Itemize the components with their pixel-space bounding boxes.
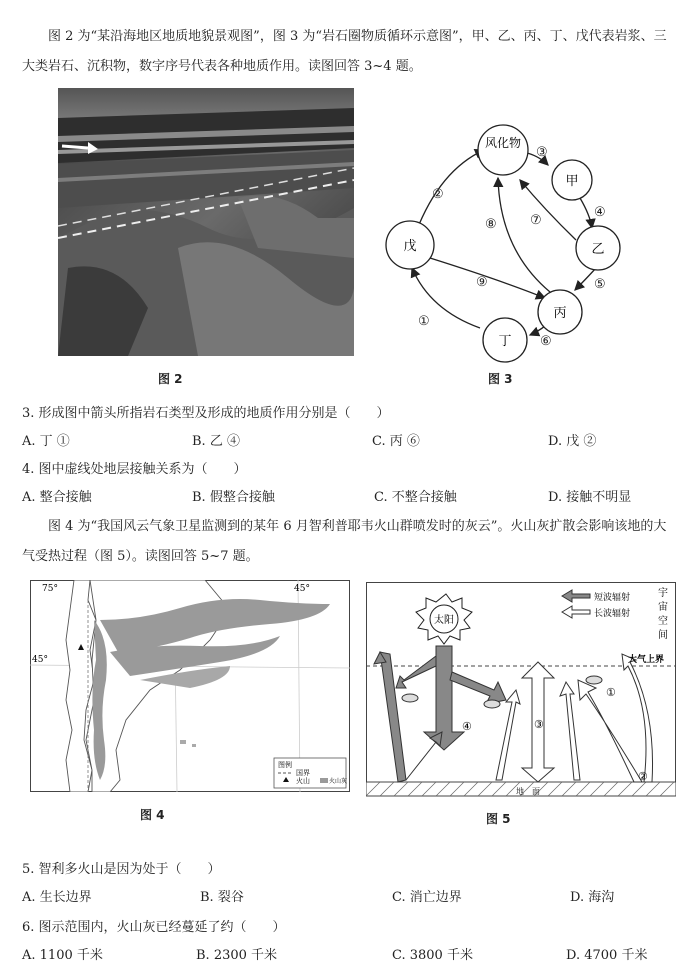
node-wu bbox=[386, 221, 434, 269]
q6-option-c[interactable]: C. 3800 千米 bbox=[392, 948, 473, 963]
q3-option-c[interactable]: C. 丙 ⑥ bbox=[372, 434, 420, 449]
lon-label-75: 75° bbox=[42, 584, 58, 594]
svg-text:火山灰: 火山灰 bbox=[329, 778, 348, 785]
node-weathering bbox=[478, 125, 528, 175]
label-4: ④ bbox=[462, 720, 472, 733]
space-label-2: 宙 bbox=[658, 602, 668, 613]
q4-stem: 4. 图中虚线处地层接触关系为（ ） bbox=[22, 462, 247, 477]
q5-option-c[interactable]: C. 消亡边界 bbox=[392, 890, 462, 905]
q5-option-a[interactable]: A. 生长边界 bbox=[22, 890, 92, 905]
space-label-3: 空 bbox=[658, 616, 668, 627]
q4-option-a[interactable]: A. 整合接触 bbox=[22, 490, 92, 505]
q3-option-b[interactable]: B. 乙 ④ bbox=[192, 434, 240, 449]
svg-text:④: ④ bbox=[594, 205, 606, 220]
svg-text:戊: 戊 bbox=[403, 239, 417, 254]
lon-label-45: 45° bbox=[294, 584, 310, 594]
q3-stem: 3. 形成图中箭头所指岩石类型及形成的地质作用分别是（ ） bbox=[22, 406, 390, 421]
fig4-caption: 图 4 bbox=[140, 808, 165, 822]
q6-option-b[interactable]: B. 2300 千米 bbox=[196, 948, 278, 963]
node-bing bbox=[538, 290, 582, 334]
svg-text:短波辐射: 短波辐射 bbox=[594, 593, 631, 603]
node-jia bbox=[552, 160, 592, 200]
q6-stem: 6. 图示范围内，火山灰已经蔓延了约（ ） bbox=[22, 920, 286, 935]
atmosphere-heating-diagram bbox=[366, 582, 676, 798]
node-ding bbox=[483, 318, 527, 362]
q4-option-b[interactable]: B. 假整合接触 bbox=[192, 490, 275, 505]
svg-text:乙: 乙 bbox=[591, 242, 605, 257]
q5-option-b[interactable]: B. 裂谷 bbox=[200, 890, 244, 905]
q5-stem: 5. 智利多火山是因为处于（ ） bbox=[22, 862, 221, 877]
label-3: ③ bbox=[534, 718, 544, 731]
svg-text:③: ③ bbox=[536, 145, 548, 160]
q6-option-d[interactable]: D. 4700 千米 bbox=[566, 948, 648, 963]
svg-text:长波辐射: 长波辐射 bbox=[594, 609, 631, 619]
svg-text:丙: 丙 bbox=[553, 306, 567, 321]
q4-option-d[interactable]: D. 接触不明显 bbox=[548, 490, 632, 505]
fig3-caption: 图 3 bbox=[488, 372, 513, 386]
fig2-caption: 图 2 bbox=[158, 372, 183, 386]
svg-text:①: ① bbox=[418, 314, 430, 329]
svg-text:国界: 国界 bbox=[296, 769, 310, 777]
svg-text:⑦: ⑦ bbox=[530, 213, 542, 228]
svg-text:甲: 甲 bbox=[565, 174, 579, 189]
node-yi bbox=[576, 226, 620, 270]
south-america-map bbox=[30, 580, 350, 792]
fig5-caption: 图 5 bbox=[486, 812, 511, 826]
svg-text:⑥: ⑥ bbox=[540, 334, 552, 349]
space-label-1: 宇 bbox=[658, 588, 668, 599]
q3-option-d[interactable]: D. 戊 ② bbox=[548, 434, 597, 449]
atmos-top-label: 大气上界 bbox=[628, 655, 665, 665]
q3-option-a[interactable]: A. 丁 ① bbox=[22, 434, 70, 449]
ground-label: 地 面 bbox=[516, 787, 540, 796]
svg-text:图例: 图例 bbox=[278, 761, 292, 769]
svg-text:⑤: ⑤ bbox=[594, 277, 606, 292]
geology-photo bbox=[58, 88, 354, 356]
svg-text:⑧: ⑧ bbox=[485, 217, 497, 232]
svg-text:火山: 火山 bbox=[296, 777, 310, 785]
label-1: ① bbox=[606, 686, 616, 699]
space-label-4: 间 bbox=[658, 630, 668, 641]
svg-text:⑨: ⑨ bbox=[476, 275, 488, 290]
intro-paragraph-1: 图 2 为“某沿海地区地质地貌景观图”，图 3 为“岩石圈物质循环示意图”，甲、乙、丙、丁、戊代表岩浆、三大类岩石、沉积物，数字序号代表各种地质作用。读图回答 3~4 题。 bbox=[22, 29, 667, 74]
lat-label-45: 45° bbox=[32, 655, 48, 665]
rock-cycle-diagram bbox=[380, 120, 640, 370]
svg-text:太阳: 太阳 bbox=[434, 615, 454, 626]
svg-text:②: ② bbox=[432, 187, 444, 202]
intro-paragraph-2: 图 4 为“我国风云气象卫星监测到的某年 6 月智利普耶韦火山群喷发时的灰云”。火山灰扩散会影响该地的大气受热过程（图 5）。读图回答 5~7 题。 bbox=[22, 519, 667, 564]
label-2: ② bbox=[638, 770, 648, 783]
svg-text:丁: 丁 bbox=[498, 334, 512, 349]
q4-option-c[interactable]: C. 不整合接触 bbox=[374, 490, 457, 505]
map-legend bbox=[274, 758, 347, 788]
q5-option-d[interactable]: D. 海沟 bbox=[570, 890, 615, 905]
q6-option-a[interactable]: A. 1100 千米 bbox=[22, 948, 103, 963]
node-weathering-label: 风化物 bbox=[484, 136, 522, 150]
